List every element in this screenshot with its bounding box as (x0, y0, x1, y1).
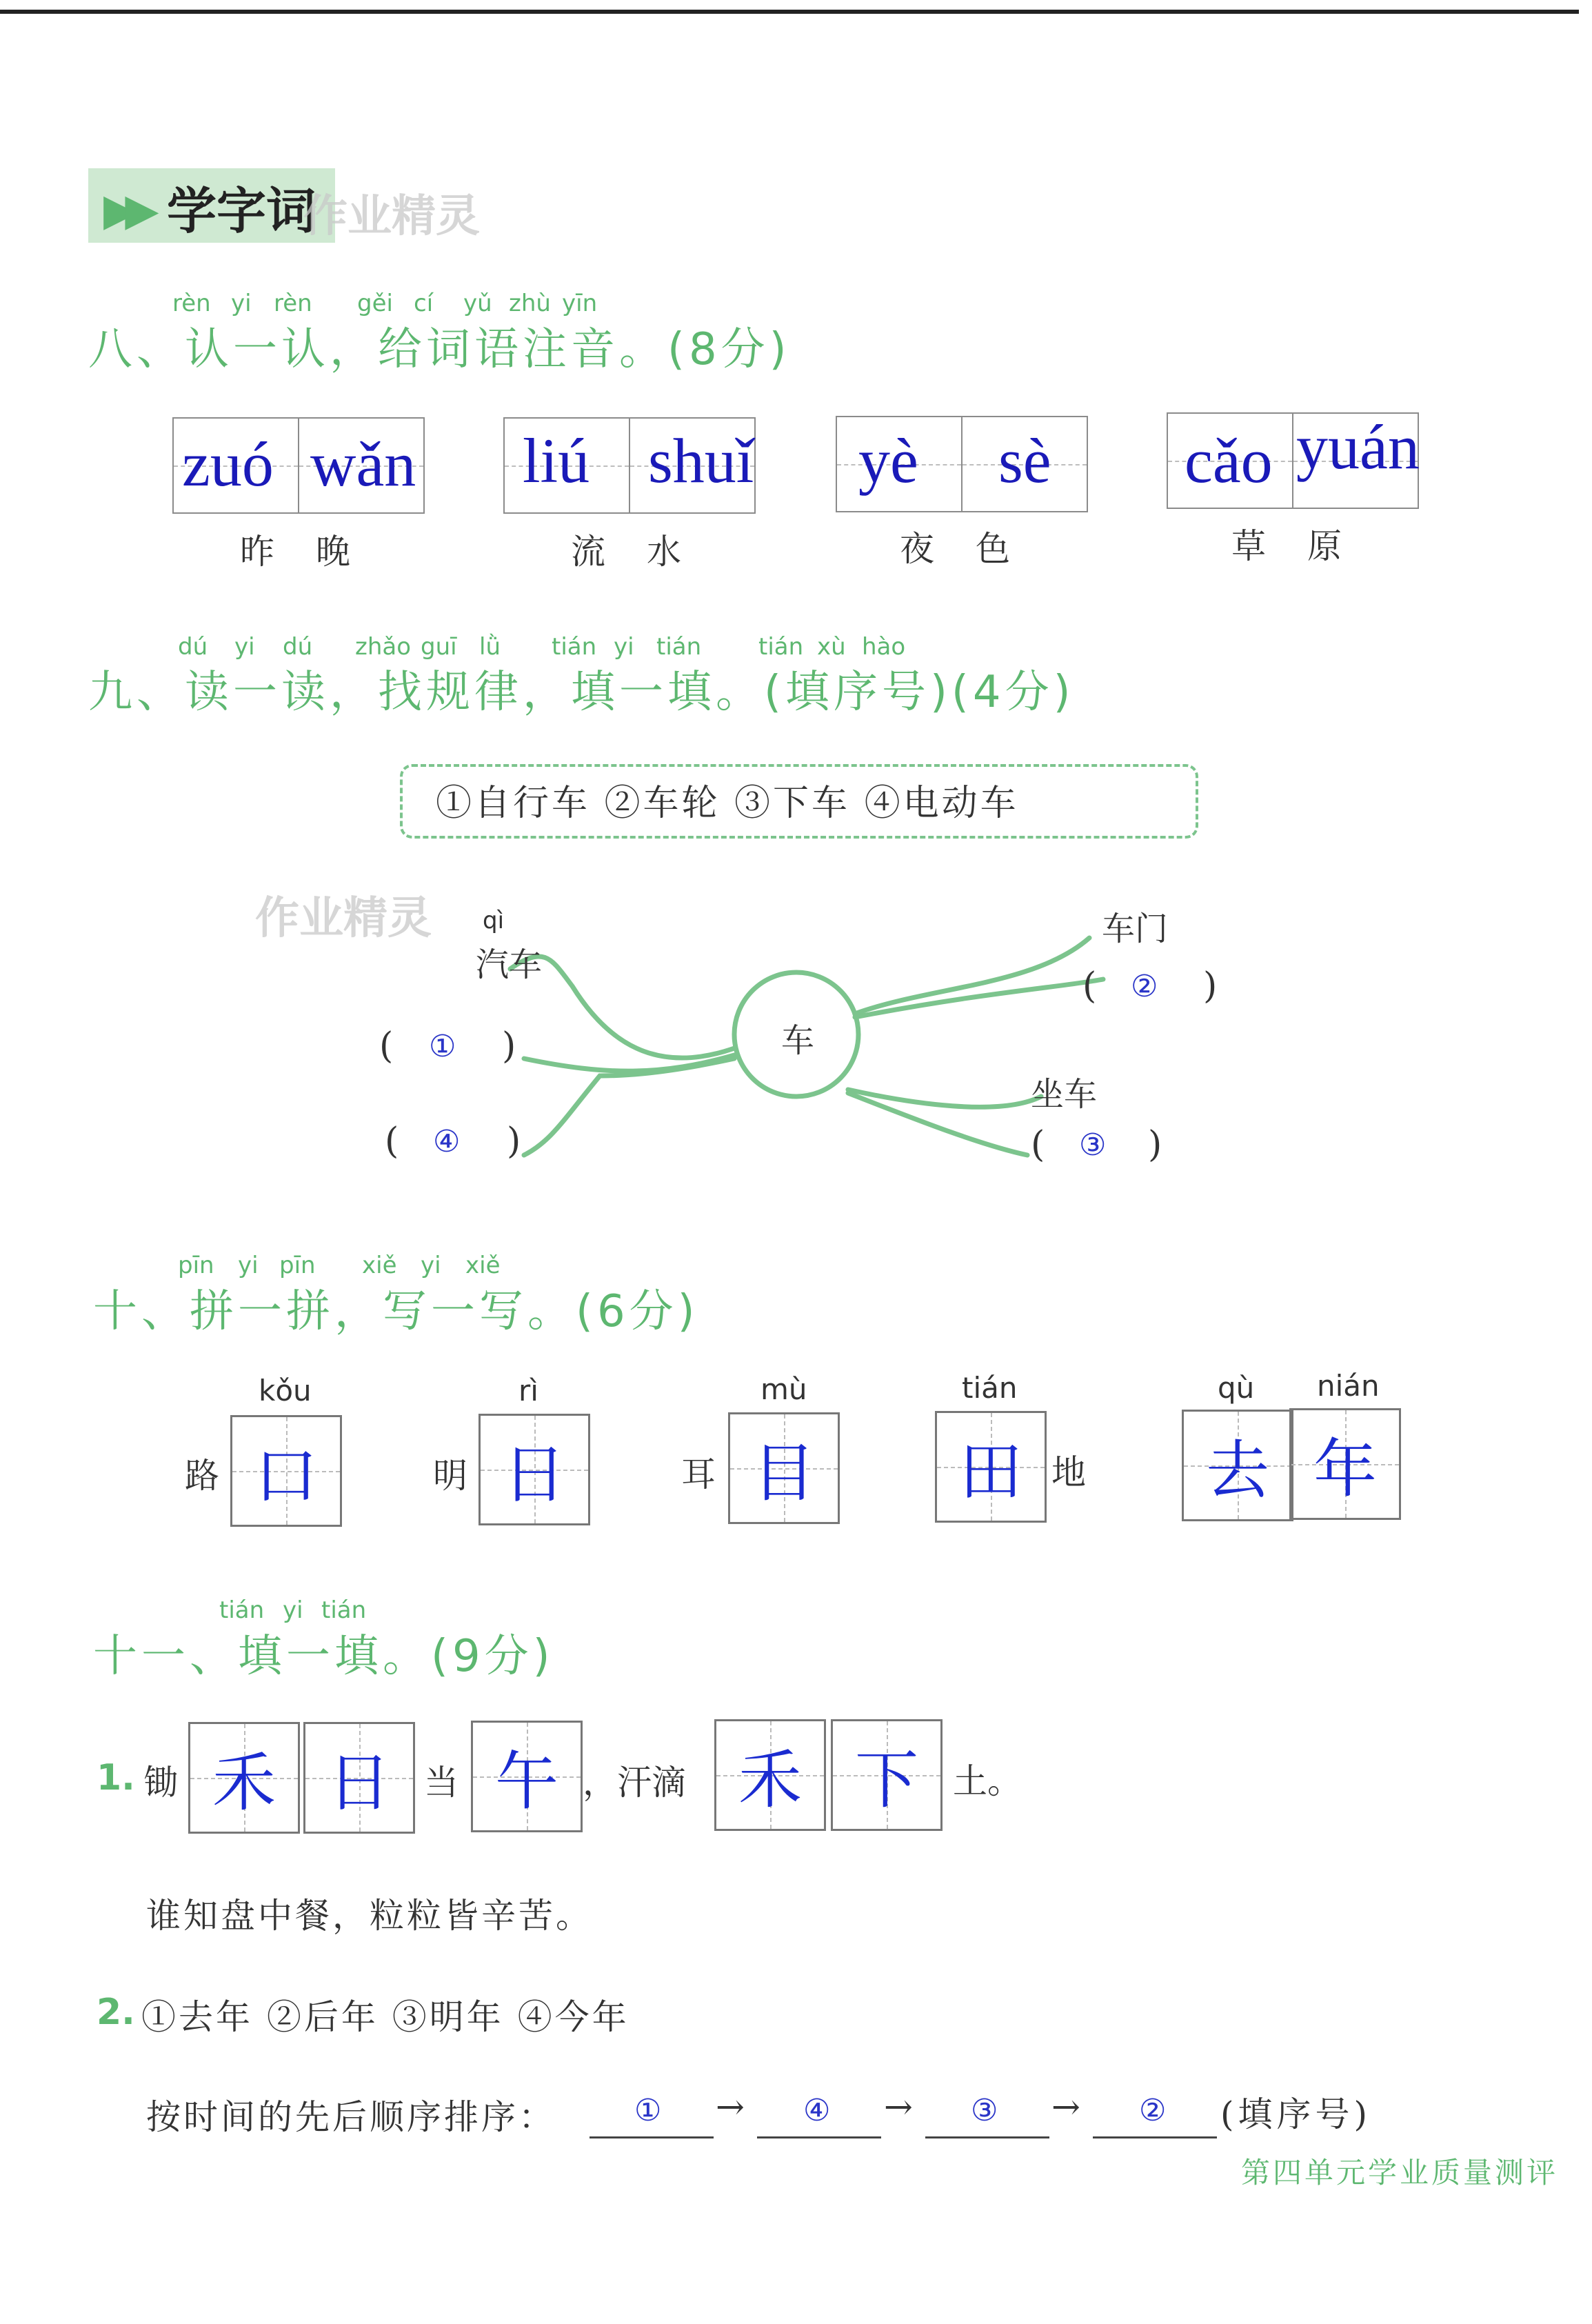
q11-text-handi: ，汗滴 (583, 1763, 686, 1803)
q10-title: 十、拼一拼，写一写。(6分) (93, 1286, 699, 1337)
q10-pinyin-kou: kǒu (259, 1374, 312, 1408)
pinyin-tian1: tián (219, 1596, 265, 1624)
q11-answer-4: 禾 (738, 1743, 802, 1817)
answer-left1[interactable]: ① (429, 1029, 456, 1064)
q11-answer-1: 禾 (212, 1746, 276, 1820)
q11-answer-3: 午 (494, 1745, 558, 1819)
q11-blank-3[interactable] (925, 2136, 1049, 2138)
node-zuoche: 坐车 (1031, 1075, 1098, 1114)
pinyin-yi: yi (234, 633, 255, 661)
q10-answer-qu: 去 (1205, 1434, 1269, 1507)
q11-box-4[interactable] (714, 1719, 826, 1831)
q11-blank-3-answer: ③ (971, 2093, 998, 2128)
pinyin-du1: dú (178, 633, 208, 661)
q8-title: 八、认一认，给词语注音。(8分) (88, 324, 791, 375)
q10-box-tian[interactable] (935, 1411, 1047, 1523)
pinyin-hao: hào (862, 633, 906, 661)
q11-part2-prompt: 按时间的先后顺序排序： (146, 2097, 556, 2137)
pinyin-ci: cí (414, 290, 434, 317)
q10-prefix-er: 耳 (681, 1454, 716, 1494)
pinyin-xie1: xiě (362, 1252, 397, 1279)
q8-answer-3b: sè (998, 425, 1051, 496)
pinyin-yi: yi (231, 290, 252, 317)
q11-text-chu: 锄 (143, 1763, 178, 1803)
pinyin-yi2: yi (614, 633, 634, 661)
paren-close-left1: ) (502, 1025, 516, 1067)
q10-pinyin-qu: qù (1218, 1371, 1255, 1405)
paren-close-right1: ) (1203, 965, 1218, 1007)
pinyin-xu: xù (817, 633, 846, 661)
q10-box-qu[interactable] (1182, 1410, 1293, 1521)
pinyin-lv: lǜ (479, 633, 501, 661)
q10-answer-tian: 田 (958, 1435, 1022, 1509)
q10-box-ri[interactable] (478, 1414, 590, 1525)
q11-part2-options: ①去年 ②后年 ③明年 ④今年 (141, 1997, 629, 2037)
arrow-3: → (1051, 2087, 1080, 2127)
q11-box-1[interactable] (188, 1722, 300, 1834)
paren-close-left2: ) (507, 1121, 521, 1162)
pinyin-gei: gěi (357, 290, 393, 317)
pinyin-yi: yi (283, 1596, 303, 1624)
paren-open-right1: ( (1082, 965, 1097, 1007)
q11-box-5[interactable] (831, 1719, 943, 1831)
pinyin-tian1: tián (552, 633, 597, 661)
arrow-2: → (884, 2087, 913, 2127)
q8-answer-3a: yè (858, 425, 918, 496)
q11-text-dang: 当 (424, 1763, 459, 1803)
answer-right1[interactable]: ② (1131, 969, 1158, 1004)
pinyin-yin: yīn (562, 290, 598, 317)
q10-answer-mu: 目 (752, 1436, 816, 1510)
q11-blank-1-answer: ① (634, 2093, 662, 2128)
q10-answer-kou: 口 (254, 1439, 318, 1513)
q10-box-kou[interactable] (230, 1415, 342, 1527)
branch-right-top (855, 938, 1089, 1014)
node-qiche: 汽车 (476, 945, 543, 984)
footer-unit-title: 第四单元学业质量测评 (1241, 2156, 1559, 2190)
answer-left2[interactable]: ④ (433, 1124, 461, 1159)
q8-answer-2a: liú (523, 425, 590, 496)
q10-suffix-di: 地 (1051, 1452, 1086, 1492)
double-arrow-icon: ▶▶ (103, 185, 147, 236)
section-title: 学字词 (167, 182, 316, 240)
q11-text-tu: 土。 (953, 1761, 1022, 1801)
pinyin-zhao: zhǎo (355, 633, 412, 661)
q11-answer-5: 下 (854, 1743, 918, 1817)
q11-box-3[interactable] (471, 1721, 583, 1832)
pinyin-yi: yi (238, 1252, 259, 1279)
branch-left-top (510, 956, 734, 1058)
pinyin-qi: qì (483, 907, 505, 934)
pinyin-xie2: xiě (465, 1252, 501, 1279)
answer-right2[interactable]: ③ (1079, 1128, 1107, 1163)
q8-word-3: 夜色 (900, 529, 1051, 569)
watermark-2: 作业精灵 (255, 893, 432, 944)
pinyin-yu: yǔ (463, 290, 492, 317)
arrow-1: → (716, 2087, 745, 2127)
q10-pinyin-ri: rì (518, 1374, 538, 1408)
q8-word-4: 草原 (1231, 526, 1383, 566)
q11-title: 十一、填一填。(9分) (93, 1631, 554, 1682)
q9-options: ①自行车 ②车轮 ③下车 ④电动车 (436, 783, 1019, 824)
q8-word-2: 流水 (571, 532, 723, 572)
pinyin-pin2: pīn (279, 1252, 316, 1279)
q10-answer-nian: 年 (1313, 1432, 1377, 1506)
q10-box-mu[interactable] (728, 1412, 840, 1524)
q10-answer-ri: 日 (502, 1438, 566, 1512)
q10-prefix-lu: 路 (185, 1456, 219, 1496)
q10-pinyin-mu: mù (760, 1372, 807, 1406)
pinyin-gui: guī (421, 633, 457, 661)
q11-part2-number: 2. (97, 1992, 135, 2033)
q11-answer-2: 日 (327, 1746, 391, 1820)
q9-title: 九、读一读，找规律，填一填。(填序号)(4分) (88, 667, 1075, 718)
center-node: 车 (781, 1021, 815, 1060)
q8-answer-4b: yuán (1296, 412, 1420, 482)
pinyin-yi2: yi (421, 1252, 441, 1279)
q8-answer-2b: shuǐ (648, 425, 754, 496)
pinyin-ren2: rèn (274, 290, 312, 317)
q8-word-1: 昨晚 (240, 532, 392, 572)
pinyin-tian3: tián (758, 633, 804, 661)
q10-box-nian[interactable] (1289, 1408, 1401, 1520)
q11-poem-line2: 谁知盘中餐，粒粒皆辛苦。 (146, 1896, 593, 1936)
pinyin-pin1: pīn (178, 1252, 214, 1279)
q10-pinyin-tian: tián (962, 1371, 1018, 1405)
node-chemen: 车门 (1102, 910, 1169, 948)
paren-close-right2: ) (1148, 1124, 1162, 1165)
q10-prefix-ming: 明 (433, 1456, 467, 1496)
paren-open-right2: ( (1031, 1124, 1045, 1165)
pinyin-tian2: tián (321, 1596, 367, 1624)
q11-box-2[interactable] (303, 1722, 415, 1834)
q11-blank-2[interactable] (757, 2136, 881, 2138)
q8-answer-4a: cǎo (1185, 425, 1273, 496)
pinyin-zhu: zhù (509, 290, 551, 317)
q8-answer-1a: zuó (182, 429, 274, 499)
q11-blank-2-answer: ④ (803, 2093, 831, 2128)
paren-open-left1: ( (379, 1025, 394, 1067)
pinyin-tian2: tián (656, 633, 702, 661)
q8-answer-1b: wǎn (310, 429, 416, 499)
q11-part1-number: 1. (97, 1757, 135, 1799)
pinyin-ren1: rèn (172, 290, 211, 317)
q11-part2-suffix: (填序号) (1220, 2094, 1372, 2134)
branch-left-bottom (524, 1059, 734, 1155)
watermark: 作业精灵 (303, 191, 480, 242)
paren-open-left2: ( (385, 1121, 399, 1162)
q11-blank-1[interactable] (590, 2136, 714, 2138)
pinyin-du2: dú (283, 633, 313, 661)
q10-pinyin-nian: nián (1317, 1369, 1380, 1403)
q11-blank-4-answer: ② (1139, 2093, 1167, 2128)
q11-blank-4[interactable] (1093, 2136, 1217, 2138)
